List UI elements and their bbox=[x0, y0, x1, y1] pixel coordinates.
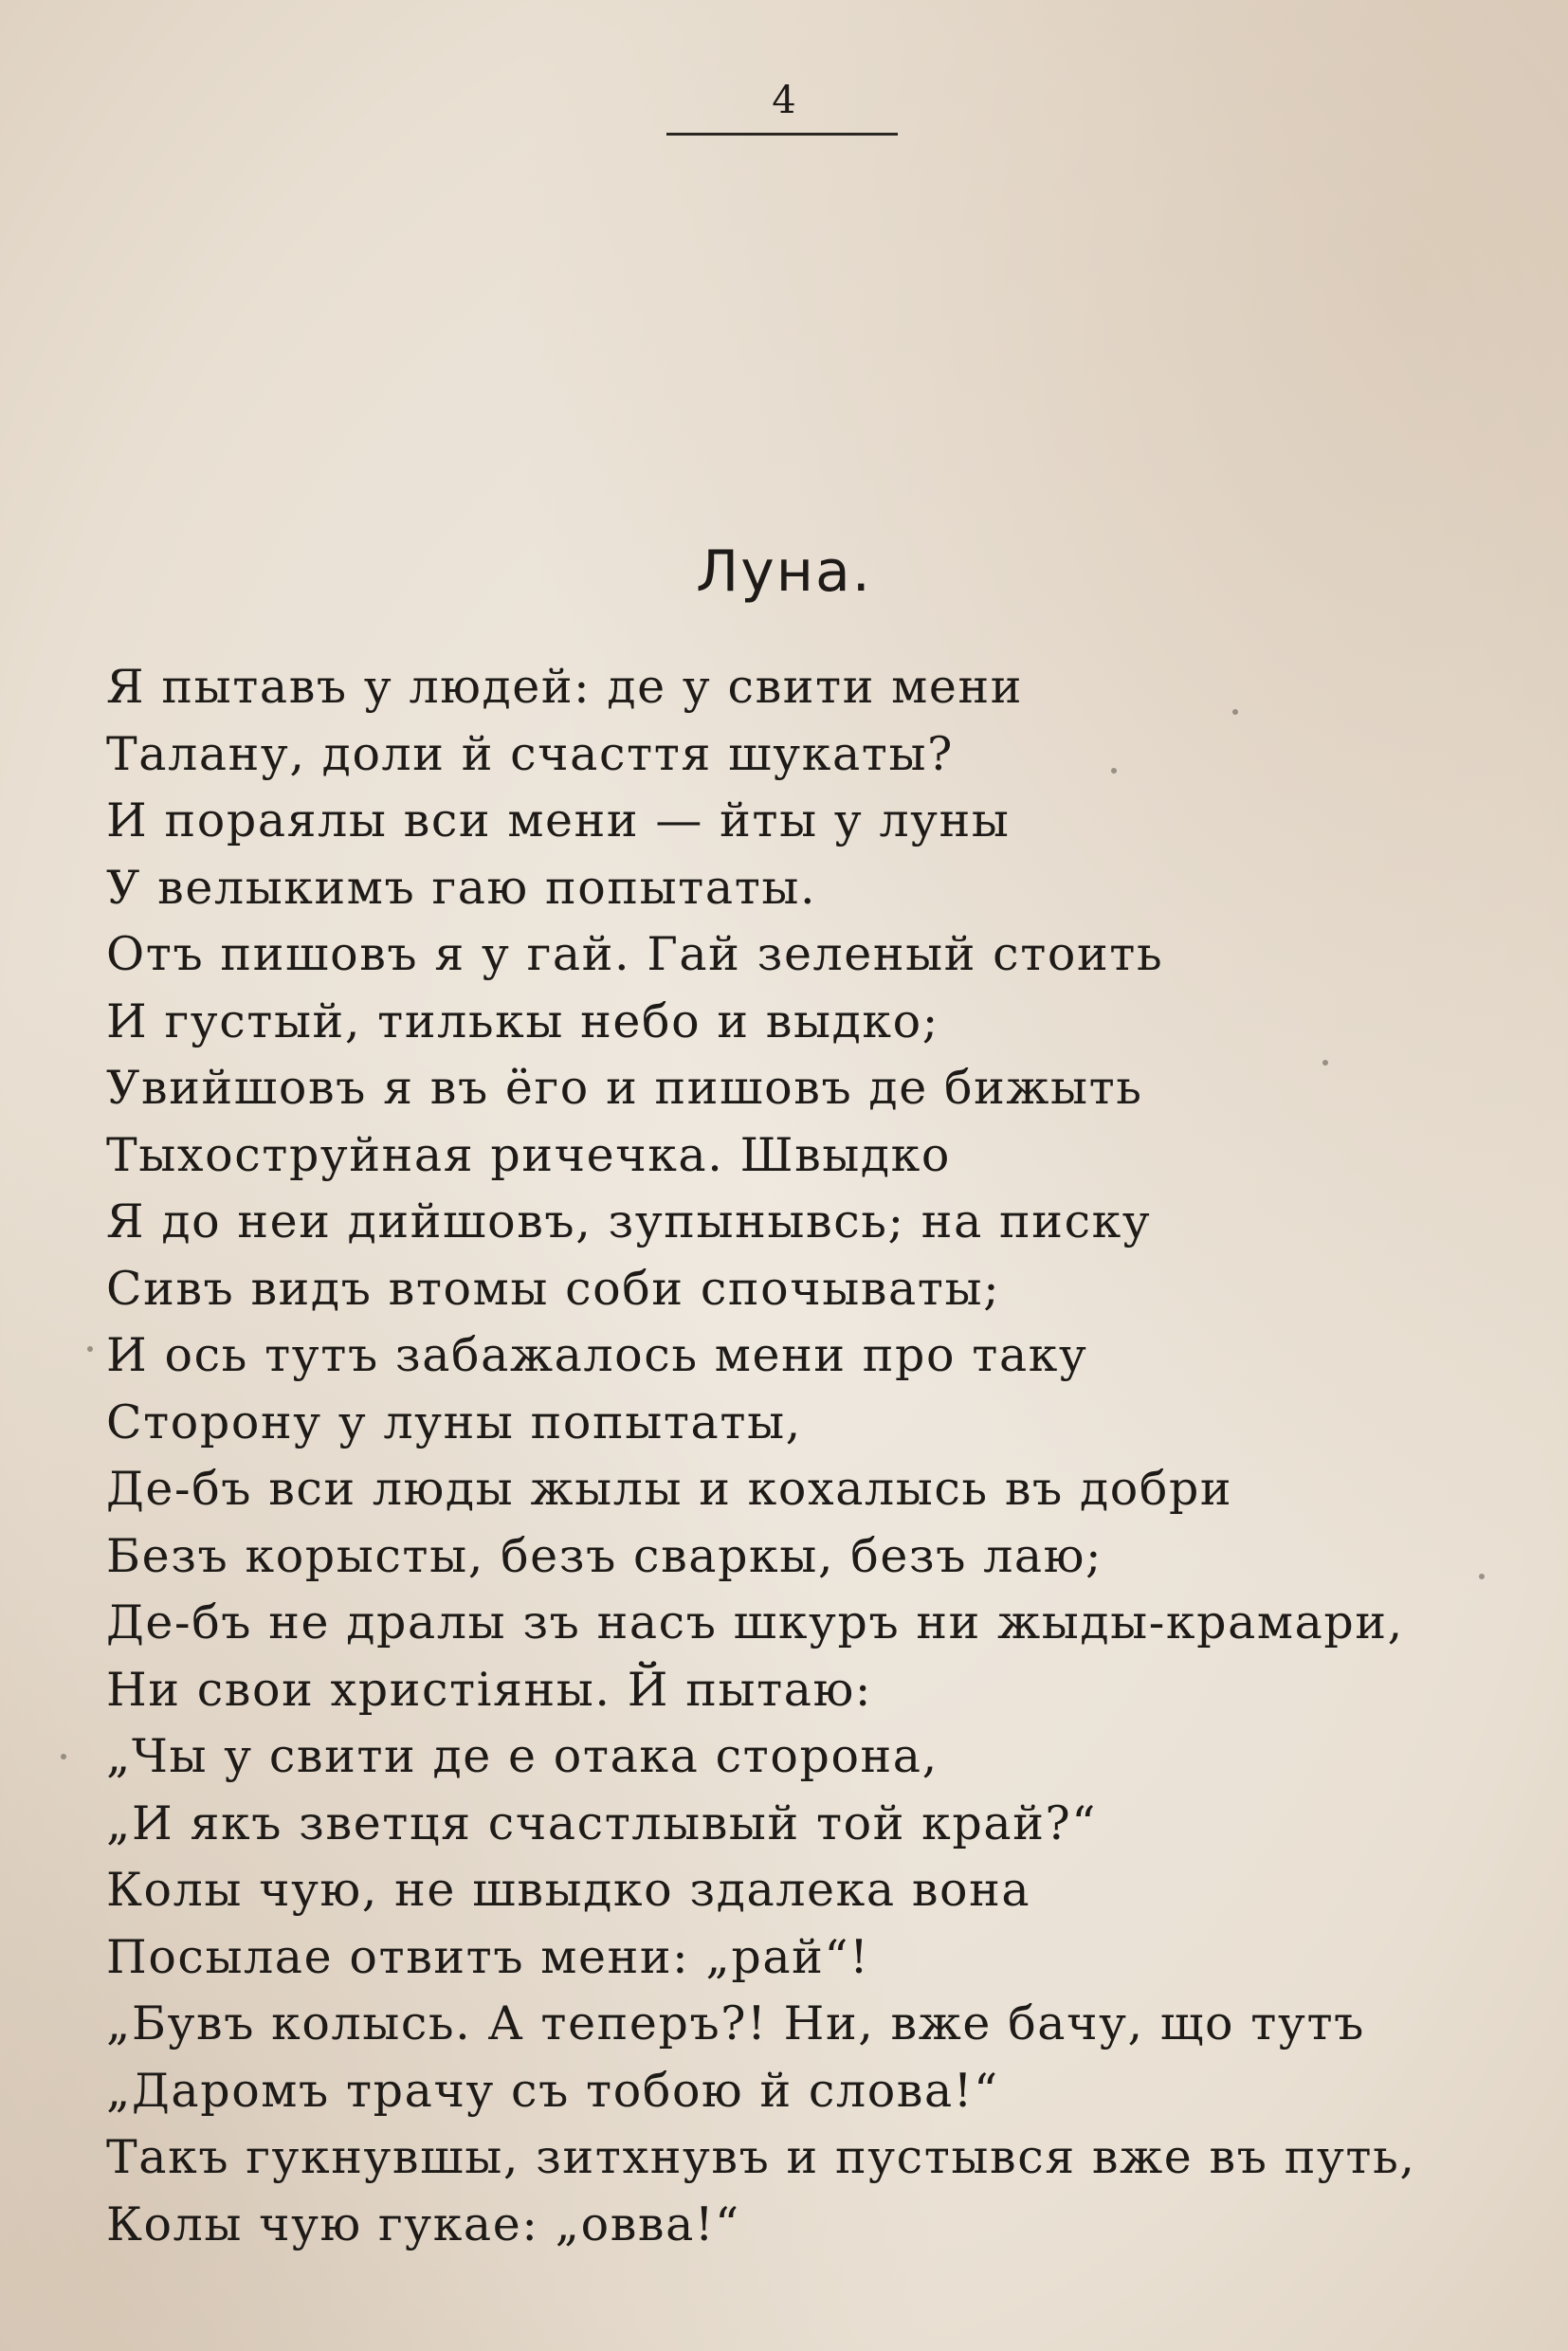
paper-speck bbox=[1232, 709, 1238, 715]
paper-speck bbox=[87, 1346, 93, 1352]
poem-line: „Бувъ колысь. А теперъ?! Ни, вже бачу, що тутъ bbox=[106, 1996, 1365, 2050]
poem-line: И порaялы вси мени — йты у луны bbox=[106, 793, 1011, 847]
poem-line: И густый, тилькы небо и выдко; bbox=[106, 993, 939, 1048]
poem-line: Сторону у луны попытаты, bbox=[106, 1394, 802, 1449]
page-number: 4 bbox=[772, 79, 796, 122]
poem-line: Отъ пишовъ я у гай. Гай зеленый стоить bbox=[106, 927, 1164, 981]
poem-line: Я до неи дийшовъ, зупынывсь; на писку bbox=[106, 1194, 1152, 1248]
poem-line: Колы чую, не швыдко здалека вона bbox=[106, 1863, 1031, 1917]
poem-line: Я пытавъ у людей: де у свити мени bbox=[106, 660, 1023, 714]
poem-text bbox=[106, 654, 1509, 2258]
poem-line: И ось тутъ забажалось мени про таку bbox=[106, 1328, 1088, 1382]
poem-line: Сивъ видъ втомы соби спочываты; bbox=[106, 1261, 1001, 1316]
poem-line: Такъ гукнувшы, зитхнувъ и пустывся вже въ путь, bbox=[106, 2130, 1416, 2184]
page-number-rule bbox=[666, 133, 898, 136]
poem-line: Де-бъ не дралы зъ насъ шкуръ ни жыды-крамари, bbox=[106, 1595, 1404, 1649]
poem-line: Колы чую гукае: „овва!“ bbox=[106, 2196, 740, 2251]
paper-speck bbox=[1479, 1574, 1485, 1579]
poem-line: Де-бъ вси люды жылы и кохалысь въ добри bbox=[106, 1462, 1233, 1516]
poem-line: Талану, доли й счасття шукаты? bbox=[106, 726, 954, 781]
poem-line: Тыхоструйная ричечка. Швыдко bbox=[106, 1127, 951, 1182]
poem-line: „Чы у свити де е отака сторона, bbox=[106, 1729, 939, 1783]
poem-line: Посылае отвитъ мени: „рай“! bbox=[106, 1929, 870, 1984]
poem-line: Безъ корысты, безъ сваркы, безъ лаю; bbox=[106, 1528, 1103, 1583]
poem-line: Увийшовъ я въ ёго и пишовъ де бижыть bbox=[106, 1061, 1143, 1115]
poem-line: Ни свои христіяны. Й пытаю: bbox=[106, 1662, 872, 1717]
poem-line: „Даромъ трачу съ тобою й слова!“ bbox=[106, 2063, 999, 2118]
poem-line: „И якъ зветця счастлывый той край?“ bbox=[106, 1795, 1097, 1850]
paper-speck bbox=[1111, 768, 1117, 774]
paper-speck bbox=[61, 1754, 66, 1759]
paper-speck bbox=[1322, 1060, 1328, 1066]
poem-title: Луна. bbox=[696, 538, 872, 605]
poem-line: У велыкимъ гаю попытаты. bbox=[106, 860, 817, 915]
